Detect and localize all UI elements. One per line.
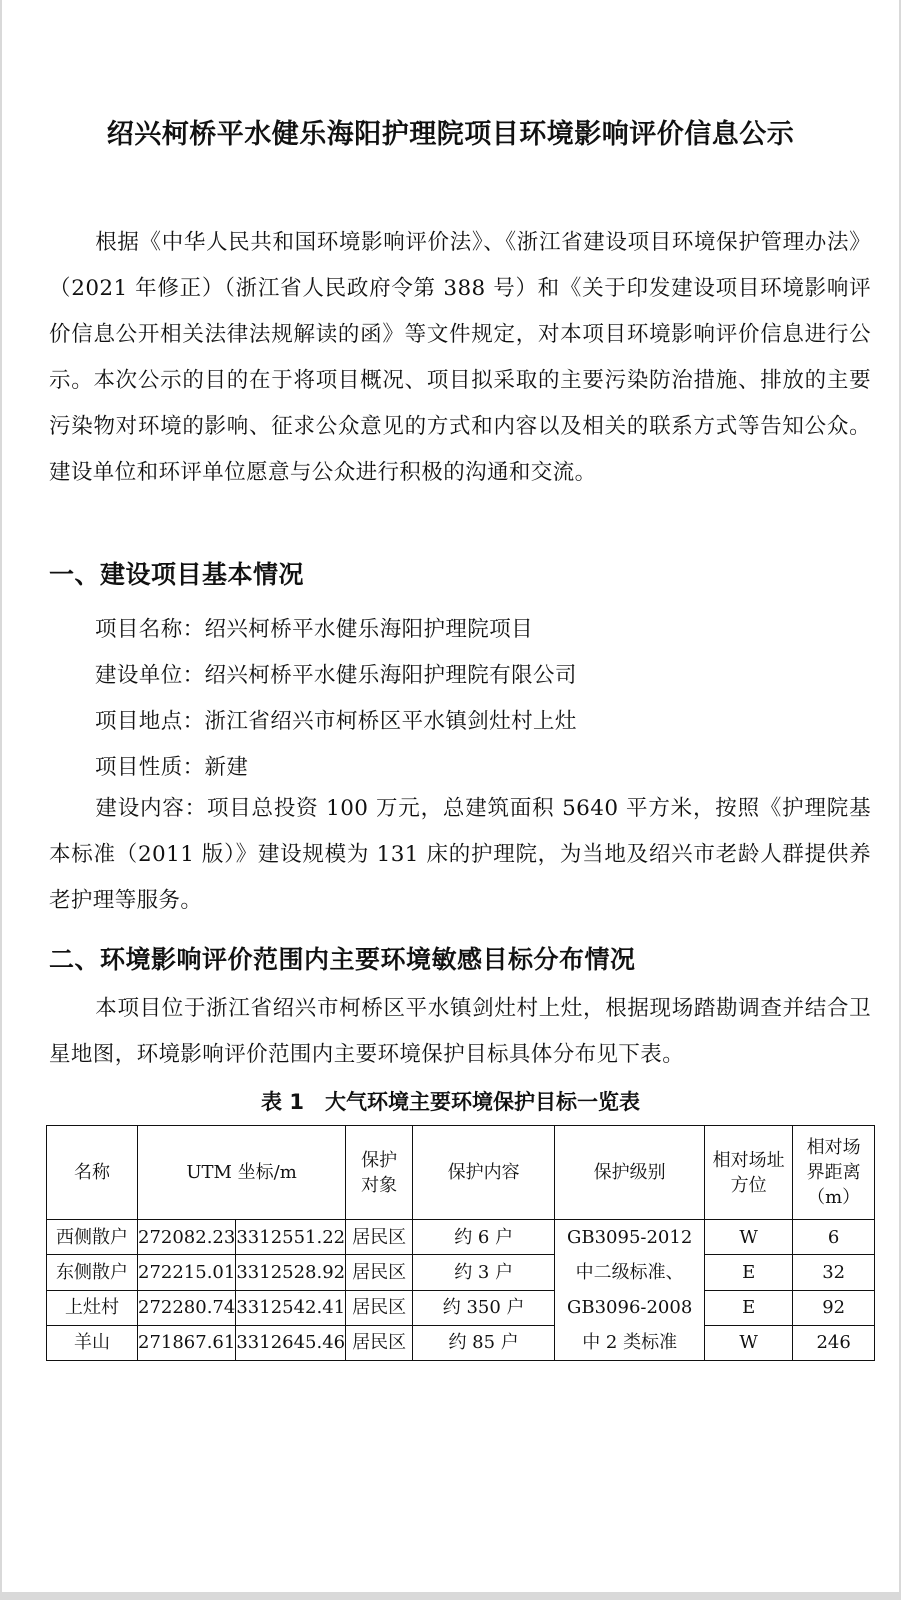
table-row (47, 1220, 875, 1255)
cell-utm-y: 3312528.92 (236, 1255, 346, 1290)
cell-content: 约 6 户 (413, 1220, 555, 1255)
cell-content: 约 350 户 (413, 1290, 555, 1325)
table-row (47, 1325, 875, 1360)
build-content-text: 建设内容：项目总投资 100 万元，总建筑面积 5640 平方米，按照《护理院基本标准（2011 版）》建设规模为 131 床的护理院，为当地及绍兴市老龄人群提供养老护理等服务。 (49, 796, 871, 913)
cell-distance: 6 (793, 1220, 875, 1255)
project-name: 项目名称：绍兴柯桥平水健乐海阳护理院项目 (95, 617, 534, 642)
header-utm: UTM 坐标/m (138, 1126, 346, 1220)
cell-distance: 246 (793, 1325, 875, 1360)
builder: 建设单位：绍兴柯桥平水健乐海阳护理院有限公司 (95, 663, 577, 688)
table-row (47, 1255, 875, 1290)
document-title: 绍兴柯桥平水健乐海阳护理院项目环境影响评价信息公示 (106, 119, 795, 150)
cell-content: 约 85 户 (413, 1325, 555, 1360)
table-header-row (47, 1126, 875, 1220)
section2-text: 本项目位于浙江省绍兴市柯桥区平水镇剑灶村上灶，根据现场踏勘调查并结合卫星地图，环境影响评价范围内主要环境保护目标具体分布见下表。 (49, 996, 871, 1067)
cell-name: 东侧散户 (47, 1255, 138, 1290)
cell-utm-y: 3312645.46 (236, 1325, 346, 1360)
cell-utm-y: 3312542.41 (236, 1290, 346, 1325)
cell-target: 居民区 (346, 1220, 413, 1255)
section2-heading: 二、环境影响评价范围内主要环境敏感目标分布情况 (49, 945, 636, 974)
header-target: 保护对象 (346, 1126, 413, 1220)
cell-target: 居民区 (346, 1290, 413, 1325)
cell-target: 居民区 (346, 1255, 413, 1290)
header-direction: 相对场址方位 (705, 1126, 793, 1220)
document-page (2, 0, 899, 1592)
cell-utm-x: 272082.23 (138, 1220, 236, 1255)
project-nature: 项目性质：新建 (95, 755, 249, 780)
header-content: 保护内容 (413, 1126, 555, 1220)
project-location: 项目地点：浙江省绍兴市柯桥区平水镇剑灶村上灶 (95, 709, 577, 734)
intro-paragraph (49, 220, 871, 496)
cell-direction: E (705, 1290, 793, 1325)
build-content-paragraph (49, 786, 871, 924)
cell-direction: E (705, 1255, 793, 1290)
cell-utm-x: 271867.61 (138, 1325, 236, 1360)
header-level: 保护级别 (555, 1126, 705, 1220)
header-name: 名称 (47, 1126, 138, 1220)
cell-utm-x: 272280.74 (138, 1290, 236, 1325)
header-distance: 相对场界距离（m） (793, 1126, 875, 1220)
cell-utm-x: 272215.01 (138, 1255, 236, 1290)
section1-heading: 一、建设项目基本情况 (49, 560, 305, 589)
cell-name: 西侧散户 (47, 1220, 138, 1255)
protection-targets-table (46, 1125, 875, 1361)
cell-distance: 32 (793, 1255, 875, 1290)
cell-target: 居民区 (346, 1325, 413, 1360)
intro-text: 根据《中华人民共和国环境影响评价法》、《浙江省建设项目环境保护管理办法》（2021 年修正）（浙江省人民政府令第 388 号）和《关于印发建设项目环境影响评价信息公开相关法律法规解读的函》等文件规定，对本项目环境影响评价信息进行公示。本次公示的目的在于将项目概况、项目拟采取的主要污染防治措施、排放的主要污染物对环境的影响、征求公众意见的方式和内容以及相关的联系方式等告知公众。建设单位和环评单位愿意与公众进行积极的沟通和交流。 (49, 230, 871, 485)
cell-level: GB3095-2012 中二级标准、GB3096-2008 中 2 类标准 (555, 1220, 705, 1361)
cell-content: 约 3 户 (413, 1255, 555, 1290)
table-caption: 表 1 大气环境主要环境保护目标一览表 (261, 1090, 640, 1114)
cell-utm-y: 3312551.22 (236, 1220, 346, 1255)
table-row (47, 1290, 875, 1325)
cell-name: 羊山 (47, 1325, 138, 1360)
cell-direction: W (705, 1325, 793, 1360)
section2-paragraph (49, 986, 871, 1078)
cell-name: 上灶村 (47, 1290, 138, 1325)
cell-direction: W (705, 1220, 793, 1255)
cell-distance: 92 (793, 1290, 875, 1325)
